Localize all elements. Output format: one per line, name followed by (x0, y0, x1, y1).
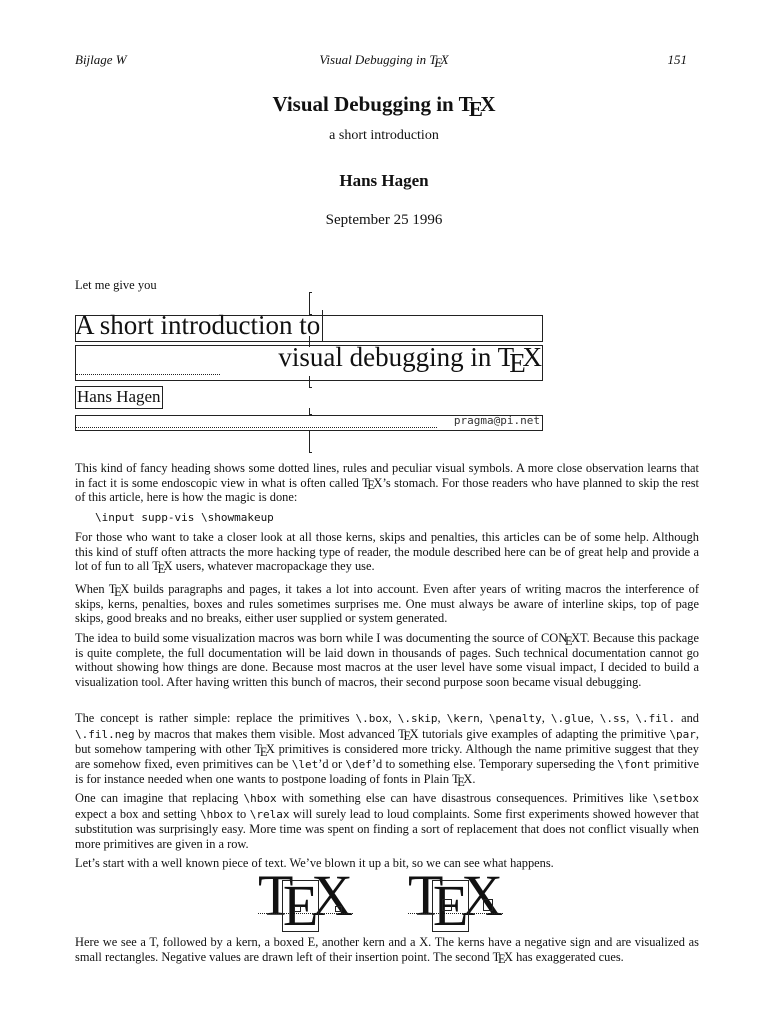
article-date: September 25 1996 (325, 212, 443, 228)
page-number: 151 (667, 52, 687, 67)
tex-logo: TEX (492, 949, 513, 967)
paragraph: The idea to build some visualization macros was born while I was documenting the source of CONEXT. Because this package is quite complete, the full documentation will be laid down in thousands of pages. Such technical documentation cannot go without showing how things are done. Because most macros at the user level have some visual impact, I decided to build a visualization tool. After having written this bunch of macros, their second purpose soon became visual debugging. (75, 631, 699, 689)
paragraph: Here we see a T, followed by a kern, a boxed E, another kern and a X. The kerns have a negative sign and are visualized as small rectangles. Negative values are drawn left of their insertion point. The second TEX has exaggerated cues. (75, 935, 699, 967)
boxed-e: E (432, 873, 469, 939)
skip-mark (309, 292, 312, 293)
article-author: Hans Hagen (339, 171, 429, 190)
heading-email-box (75, 415, 543, 431)
tex-demo-exaggerated: TEX (408, 863, 504, 939)
tex-logo: TEX (497, 342, 542, 378)
article-title: Visual Debugging in TEX (272, 92, 496, 121)
tex-logo: TEX (429, 52, 449, 70)
intro-text: Let me give you (75, 278, 157, 292)
context-logo: EX (564, 631, 581, 648)
paragraph: One can imagine that replacing \hbox with something else can have disastrous consequences. Primitives like \setbox expect a box and setting \hbox to \relax will surely lead to loud complaints. Some first experiments showed however that substitution was surprisingly easy. More time was spent on finding a sort of replacement that does not conflict visually when more primitives are given in a row. (75, 791, 700, 851)
heading-line-2: visual debugging in TEX (75, 345, 543, 381)
boxed-e: E (282, 873, 319, 939)
paragraph: For those who want to take a closer look at all those kerns, skips and penalties, this articles can be of some help. Although this kind of stuff often attracts the more hacking type of reader, the module described here can be of great help and provide a lot of fun to all TEX users, whatever macropackage they use. (75, 530, 699, 576)
tex-logo: TEX (152, 559, 173, 576)
paragraph: This kind of fancy heading shows some dotted lines, rules and peculiar visual symbols. A more close observation learns that in fact it is some endoscopic view in what is often called TEX’s stomach. For those readers who have planned to skip the rest of this article, here is how the magic is done: (75, 461, 700, 505)
running-head-center: Visual Debugging in TEX (319, 52, 449, 70)
hfill-dotted (76, 374, 220, 375)
paragraph: The concept is rather simple: replace the primitives \.box, \.skip, \kern, \penalty, \.glue, \.ss, \.fil. and \.fil.neg by macros that makes them visible. Most advanced TEX tutorials give examples of adapting the primitive \par, but somehow tampering with other TEX primitives is considered more tricky. Although the name primitive suggest that they are somehow fixed, even primitives can be \let’d or \def’d to something else. Temporary superseding the \font primitive is for instance needed when one wants to postpone loading of fonts in Plain TEX. (75, 711, 700, 790)
kern-mark (294, 906, 301, 912)
heading-line-1: A short introduction to (75, 310, 323, 341)
kern-mark (483, 899, 493, 911)
tex-logo: TEX (451, 772, 473, 790)
tex-logo: TEX (362, 475, 383, 493)
paragraph: Let’s start with a well known piece of text. We’ve blown it up a bit, so we can see what happens. (75, 856, 554, 870)
article-subtitle: a short introduction (329, 128, 439, 143)
email-text: pragma@pi.net (453, 414, 540, 427)
running-head-left: Bijlage W (75, 52, 127, 67)
tex-logo: TEX (254, 742, 275, 759)
running-head (75, 52, 693, 70)
paragraph: When TEX builds paragraphs and pages, it takes a lot into account. Even after years of writing macros the interference of skips, kerns, penalties, boxes and rules sometimes surprises me. One must always be aware of interline skips, top of page skips, good breaks and no breaks, either user supplied or system generated. (75, 582, 699, 626)
kern-mark (442, 899, 452, 911)
tex-logo: TEX (458, 92, 496, 121)
kern-mark (335, 906, 342, 912)
tex-logo: TEX (398, 726, 419, 744)
tex-demo-normal: TEX (258, 863, 354, 939)
fancy-heading-demo (75, 290, 545, 460)
heading-author-box: Hans Hagen (75, 386, 163, 409)
tex-logo: TEX (108, 582, 130, 599)
hfill-dotted (76, 427, 437, 428)
code-line: \input supp-vis \showmakeup (95, 511, 274, 524)
rule-mark (309, 376, 310, 387)
skip-mark (309, 452, 312, 453)
skip-mark (309, 387, 312, 388)
rule-mark (309, 430, 310, 452)
